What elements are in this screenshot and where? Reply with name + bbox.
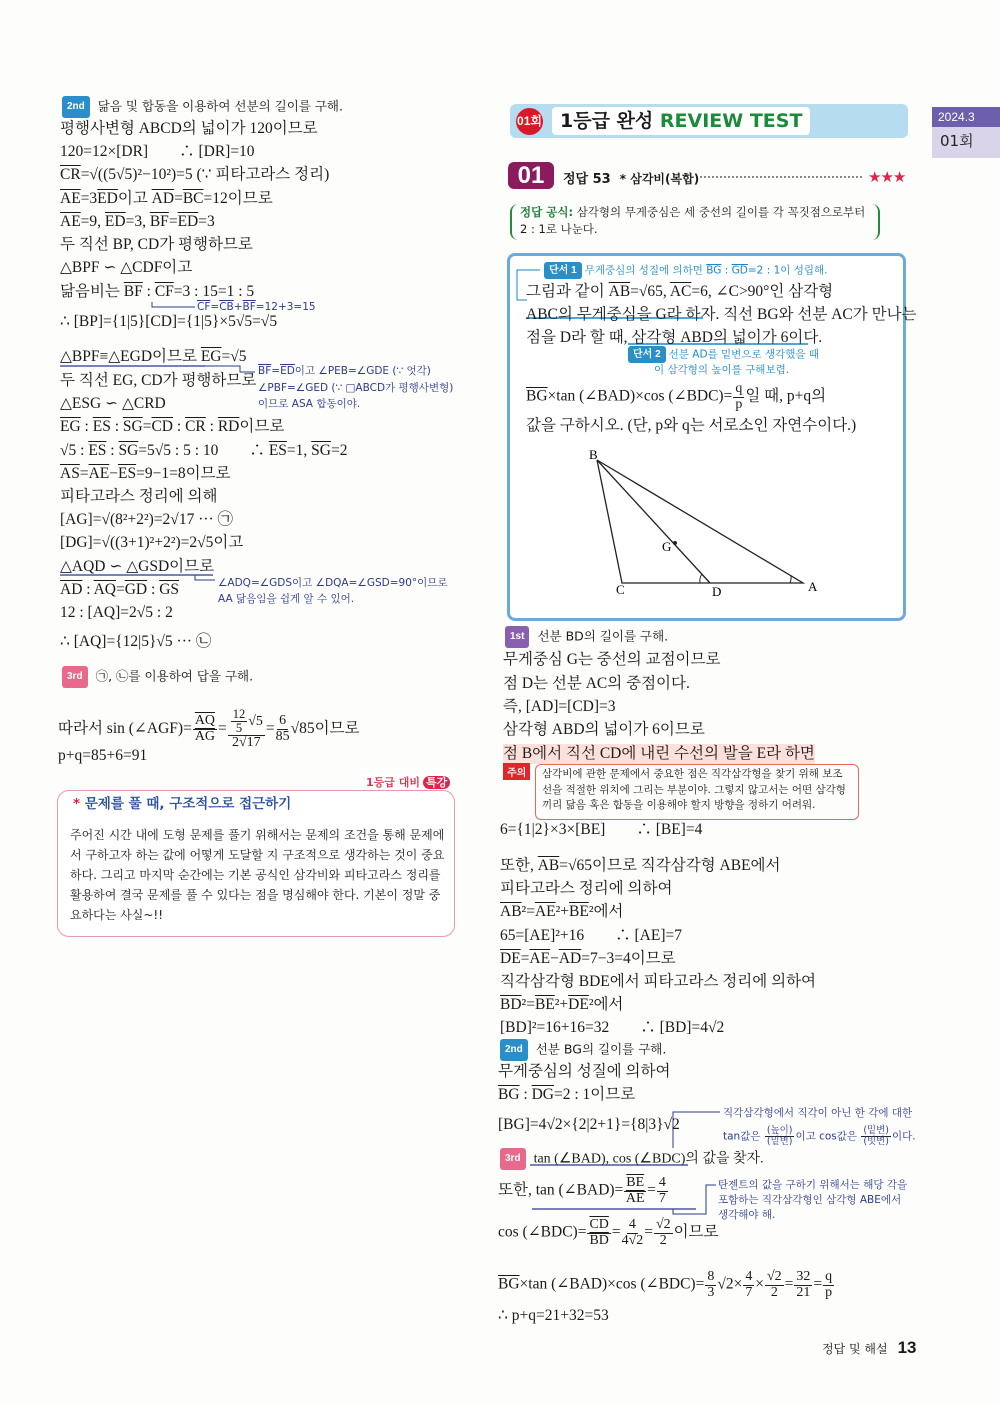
label-d: D	[712, 584, 722, 599]
formula-text: 삼각형의 무게중심은 세 중선의 길이를 각 꼭짓점으로부터 2 : 1로 나눈다.	[520, 205, 866, 236]
solution-line: ∴ [BP]={1|5}[CD]={1|5}×5√5=√5	[60, 313, 278, 330]
angle-mark-bdc	[700, 574, 702, 583]
tab-round: 01회	[932, 127, 1000, 158]
solution-line: p+q=85+6=91	[58, 747, 148, 764]
step-badge: 2nd	[62, 96, 90, 118]
step-title: ㉠, ㉡를 이용하여 답을 구해.	[95, 668, 254, 684]
round-badge: 01회	[516, 108, 543, 135]
segment-bd	[597, 460, 710, 583]
solution-line: 직각삼각형 BDE에서 피타고라스 정리에 의하여	[500, 973, 817, 990]
side-note: 이므로 ASA 합동이야.	[258, 398, 361, 410]
tip-title	[73, 792, 291, 812]
solution-line: ∴ p+q=21+32=53	[498, 1307, 609, 1324]
caution-box: 삼각비에 관한 문제에서 중요한 점은 직각삼각형을 찾기 위해 보조선을 적절한 위치에 그리는 부분이야. 그렇지 않고서는 어떤 삼각형끼리 닮음 혹은 합동을 이용해야 할지 방향을 정하기 어려워.	[535, 764, 859, 820]
solution-line: $\overline{BD}^2=\overline{BE}^2+\overline{DE}^2$에서	[500, 996, 624, 1013]
solution-line: [BG]=4√2×{2|2+1}={8|3}√2	[498, 1116, 680, 1133]
solution-line: cos (∠BDC)= $\frac{\overline{CD}}{BD}$ = $\frac{4}{4√2}$ = $\frac{√2}{2}$ 이므로	[498, 1217, 719, 1248]
solution-line: 두 직선 EG, CD가 평행하므로	[60, 372, 257, 389]
step-badge: 2nd	[500, 1039, 528, 1061]
page-number: 13	[897, 1338, 917, 1357]
solution-line: $\overline{AS}=\overline{AE}-\overline{ES}=9-1=8$이므로	[60, 465, 231, 482]
side-note: ∠ADQ=∠GDS이고 ∠DQA=∠GSD=90°이므로	[218, 577, 448, 589]
solution-line: △BPF≡△EGD이므로 $\overline{EG}=√5$	[60, 348, 247, 365]
solution-line: △ESG ∽ △CRD	[60, 395, 166, 412]
solution-line: $\overline{AE}=3\overline{ED}$이고 $\overline{AD}=\overline{BC}=12$이므로	[60, 190, 273, 207]
solution-line: [AG]=√(8²+2²)=2√17 ··· ㉠	[60, 511, 234, 528]
banner-title-grade: 1등급 완성	[560, 110, 654, 132]
point-g	[673, 541, 677, 545]
solution-line: 점 D는 선분 AC의 중점이다.	[503, 675, 690, 692]
note-arrow-tan	[673, 1112, 720, 1148]
solution-line: ∴ [AQ]={12|5}√5 ··· ㉡	[60, 633, 212, 650]
hint2-tag: 단서 2	[628, 346, 666, 363]
side-note: $\overline{BF}=\overline{ED}$이고 ∠PEB=∠GDE (∵ 엇각)	[258, 365, 431, 377]
tip-tab-label: 1등급 대비	[366, 776, 420, 789]
difficulty-stars: ★★★	[868, 170, 906, 186]
problem-line: 점을 D라 할 때, 삼각형 ABD의 넓이가 6이다.	[526, 329, 823, 346]
step-title: 선분 BD의 길이를 구해.	[537, 628, 669, 644]
asterisk-icon: *	[73, 796, 81, 812]
footer	[822, 1338, 917, 1358]
side-note: ∠PBF=∠GED (∵ □ABCD가 평행사변형)	[258, 382, 454, 394]
solution-line: 두 직선 BP, CD가 평행하므로	[60, 236, 253, 253]
triangle-outline	[597, 460, 803, 583]
hint1	[544, 262, 828, 279]
hint2-line: 이 삼각형의 높이를 구해보렴.	[654, 364, 790, 376]
solution-line: $\overline{AD}$ : $\overline{AQ}=\overline{GD}$ : $\overline{GS}$	[60, 581, 180, 598]
solution-line: $\overline{EG}$ : $\overline{ES}$ : $\overline{SG}=\overline{CD}$ : $\overline{CR}$ : $\overline{RD}$이므로	[60, 418, 285, 435]
solution-line: 즉, [AD]=[CD]=3	[503, 698, 616, 715]
formula-label: 정답 공식:	[520, 205, 574, 219]
hint2	[628, 346, 819, 378]
right-step3-heading	[500, 1148, 764, 1170]
solution-line: $\overline{DE}=\overline{AE}-\overline{AD}=7-3=4$이므로	[500, 950, 676, 967]
problem-line: 값을 구하시오. (단, p와 q는 서로소인 자연수이다.)	[526, 417, 857, 434]
step-title: tan (∠BAD), cos (∠BDC)의 값을 찾자.	[533, 1151, 764, 1167]
question-number: 01	[508, 162, 554, 189]
solution-line: 점 B에서 직선 CD에 내린 수선의 발을 E라 하면	[503, 745, 815, 762]
solution-line: $\overline{CR}=√((5√5)^2-10^2)=5$ (∵ 피타고라스 정리)	[60, 166, 330, 183]
label-b: B	[589, 447, 598, 462]
caution-tag: 주의	[503, 763, 530, 780]
answer-label: 정답 53	[563, 172, 611, 187]
solution-line: $\overline{AE}=9$, $\overline{ED}=3$, $\overline{BF}=\overline{ED}=3$	[60, 213, 215, 230]
hint1-text: 무게중심의 성질에 의하면 $\overline{BG}$ : $\overline{GD}=2$ : 1이 성립해.	[584, 264, 828, 277]
note-arrow-cf	[152, 302, 195, 307]
solution-line: 무게중심 G는 중선의 교점이므로	[503, 651, 721, 668]
tip-title-text: 문제를 풀 때, 구조적으로 접근하기	[84, 796, 292, 812]
solution-line: 12 : [AQ]=2√5 : 2	[60, 604, 173, 621]
solution-line: 닮음비는 $\overline{BF}$ : $\overline{CF}=3$ : 15=1 : 5	[60, 283, 255, 300]
angle-mark-bad	[790, 576, 791, 583]
problem-line: ABC의 무게중심을 G라 하자. 직선 BG와 선분 AC가 만나는	[526, 306, 917, 323]
step-title: 닮음 및 합동을 이용하여 선분의 길이를 구해.	[97, 98, 343, 114]
solution-line: $\overline{AB}^2=\overline{AE}^2+\overline{BE}^2$에서	[500, 903, 624, 920]
side-note: 포함하는 직각삼각형인 삼각형 ABE에서	[718, 1194, 902, 1206]
solution-line: 따라서 sin (∠AGF)= $\frac{\overline{AQ}}{AG}$ = $\frac{12}{5}$ √5 2√17 = $\frac{6}{85}$ √85이므로	[58, 707, 360, 751]
solution-line: [BD]²=16+16=32 ∴ [BD]=4√2	[500, 1019, 725, 1036]
left-step2-heading	[62, 96, 343, 118]
side-note: 직각삼각형에서 직각이 아닌 한 각에 대한	[723, 1107, 913, 1119]
label-c: C	[616, 582, 625, 597]
solution-line: [DG]=√((3+1)²+2²)=2√5이고	[60, 534, 244, 551]
solution-line: $\overline{BG}$ : $\overline{DG}=2$ : 1이므로	[498, 1086, 636, 1103]
side-note: $\overline{CF}=\overline{CB}+\overline{BF}=12+3=15$	[197, 301, 316, 313]
solution-line: 피타고라스 정리에 의해	[60, 488, 218, 505]
solution-line: 또한, $\overline{AB}=√65$이므로 직각삼각형 ABE에서	[500, 857, 781, 874]
solution-line: 무게중심의 성질에 의하여	[498, 1063, 671, 1080]
solution-line: $\overline{BG}\times\tan$ (∠BAD)×cos (∠BDC)= $\frac{8}{3}$ √2× $\frac{4}{7}$ × $\frac{√2}{2}$ = $\frac{32}{21}$ = $\frac{q}{p}$	[498, 1269, 833, 1300]
side-note: tan값은 (높이) (밑변) 이고 cos값은 (밑변) (빗변) 이다.	[723, 1125, 916, 1147]
solution-line: 또한, tan (∠BAD)= $\frac{\overline{BE}}{AE}$ = $\frac{4}{7}$	[498, 1175, 666, 1206]
label-a: A	[808, 579, 818, 594]
step-badge: 1st	[505, 626, 529, 648]
footer-label: 정답 및 해설	[822, 1342, 888, 1356]
step-badge: 3rd	[500, 1148, 526, 1170]
step-badge: 3rd	[62, 666, 88, 688]
label-g: G	[662, 539, 672, 554]
tip-body: 주어진 시간 내에 도형 문제를 풀기 위해서는 문제의 조건을 통해 문제에서 구하고자 하는 값에 어떻게 도달할 지 구조적으로 생각하는 것이 중요하다. 그리고 마지막 순간에는 기본 공식인 삼각비와 피타고라스 정리를 활용하여 결국 문제를 풀 수 있다는 점을 명심해야 한다. 기본이 정말 중요하다는 사실~!!	[70, 828, 445, 922]
solution-line: △AQD ∽ △GSD이므로	[60, 558, 215, 575]
problem-line: 그림과 같이 $\overline{AB}=√65$, $\overline{AC}=6$, ∠C>90°인 삼각형	[526, 283, 834, 300]
solution-line: 피타고라스 정리에 의하여	[500, 880, 673, 897]
tab-date: 2024.3	[932, 107, 1000, 127]
hint1-tag: 단서 1	[544, 262, 582, 279]
solution-line: 6={1|2}×3×[BE] ∴ [BE]=4	[500, 821, 703, 838]
solution-line: √5 : $\overline{ES}$ : $\overline{SG}=5√5$ : 5 : 10 ∴ $\overline{ES}=1$, $\overline{SG}=2$	[60, 442, 348, 459]
side-note: AA 닮음임을 쉽게 알 수 있어.	[218, 593, 355, 605]
tip-tab-badge: 특강	[423, 776, 450, 789]
tip-tab	[360, 774, 456, 790]
right-step2-heading	[500, 1039, 666, 1061]
solution-line: △BPF ∽ △CDF이고	[60, 259, 193, 276]
solution-line: 120=12×[DR] ∴ [DR]=10	[60, 143, 255, 160]
hint2-line: 선분 AD를 밑변으로 생각했을 때	[668, 348, 820, 361]
banner-title-review: REVIEW TEST	[659, 110, 803, 132]
problem-line: $\overline{BG}\times\tan$ (∠BAD)×cos (∠BDC)= $\frac{q}{p}$ 일 때, p+q의	[526, 381, 827, 412]
side-note: 생각해야 해.	[718, 1209, 776, 1221]
solution-line: 65=[AE]²+16 ∴ [AE]=7	[500, 927, 682, 944]
left-step3-heading	[62, 666, 253, 688]
solution-line: 삼각형 ABD의 넓이가 6이므로	[503, 721, 705, 738]
topic: * 삼각비(복합)	[619, 172, 700, 186]
solution-line: 평행사변형 ABCD의 넓이가 120이므로	[60, 120, 318, 137]
right-step1-heading	[505, 626, 668, 648]
side-note: 탄젠트의 값을 구하기 위해서는 해당 각을	[718, 1179, 908, 1191]
step-title: 선분 BG의 길이를 구해.	[535, 1041, 667, 1057]
